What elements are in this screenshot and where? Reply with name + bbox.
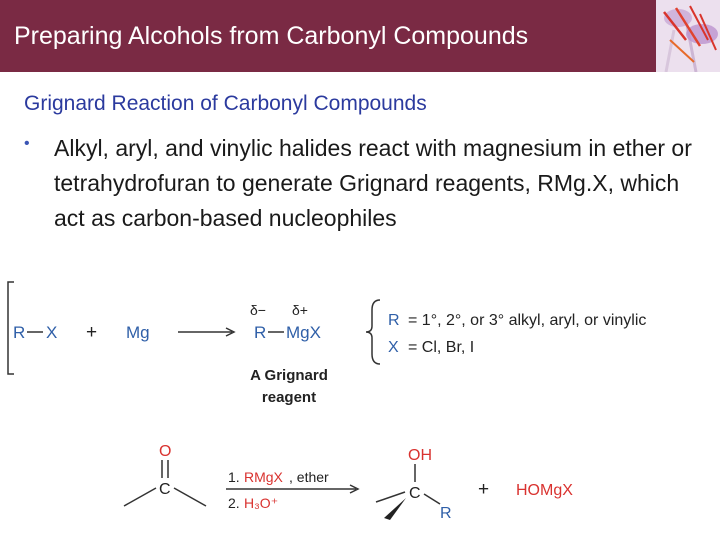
carbonyl-left-bond — [124, 488, 156, 506]
definition-x-value: = Cl, Br, I — [408, 339, 475, 356]
product-r-bond — [424, 494, 440, 504]
product-r: R — [254, 323, 267, 342]
carbonyl-carbon: C — [159, 481, 171, 498]
section-subtitle: Grignard Reaction of Carbonyl Compounds — [24, 92, 427, 115]
grignard-caption-line2: reagent — [261, 389, 317, 406]
step2-reagent: H₃O⁺ — [244, 495, 279, 511]
step1-solvent: , ether — [289, 469, 329, 485]
product-hydroxyl: OH — [408, 447, 432, 464]
definition-x-label: X — [388, 339, 399, 356]
slide-title: Preparing Alcohols from Carbonyl Compounds — [14, 22, 529, 50]
definition-r-value: = 1°, 2°, or 3° alkyl, aryl, or vinylic — [408, 312, 647, 329]
step1-reagent: RMgX — [244, 469, 283, 485]
grignard-caption-line1: A Grignard — [250, 367, 328, 384]
reaction-diagram — [0, 270, 720, 540]
product-wedge-bond — [384, 498, 406, 520]
byproduct: HOMgX — [516, 482, 573, 499]
definition-brace — [366, 300, 380, 364]
definition-r-label: R — [388, 312, 400, 329]
product-left-bond — [376, 492, 405, 502]
plus-sign-2: + — [478, 479, 490, 500]
title-bar — [0, 0, 656, 72]
delta-minus: δ− — [250, 302, 266, 318]
product-mgx: MgX — [286, 323, 321, 342]
carbonyl-right-bond — [174, 488, 206, 506]
delta-plus: δ+ — [292, 302, 308, 318]
reactant-r: R — [13, 323, 26, 342]
step1-number: 1. — [228, 469, 240, 485]
saffron-flower-image — [656, 0, 720, 72]
plus-sign-1: + — [86, 322, 98, 343]
product-r-group: R — [440, 505, 452, 522]
step2-number: 2. — [228, 495, 240, 511]
product-carbon: C — [409, 485, 421, 502]
reactant-x: X — [46, 323, 58, 342]
carbonyl-oxygen: O — [159, 443, 172, 460]
bullet-marker: • — [24, 135, 30, 152]
magnesium: Mg — [126, 323, 150, 342]
bullet-text: Alkyl, aryl, and vinylic halides react with magnesium in ether or tetrahydrofuran to generate Grignard reagents, RMg.X, which act as carbon-based nucleophiles — [54, 135, 692, 231]
